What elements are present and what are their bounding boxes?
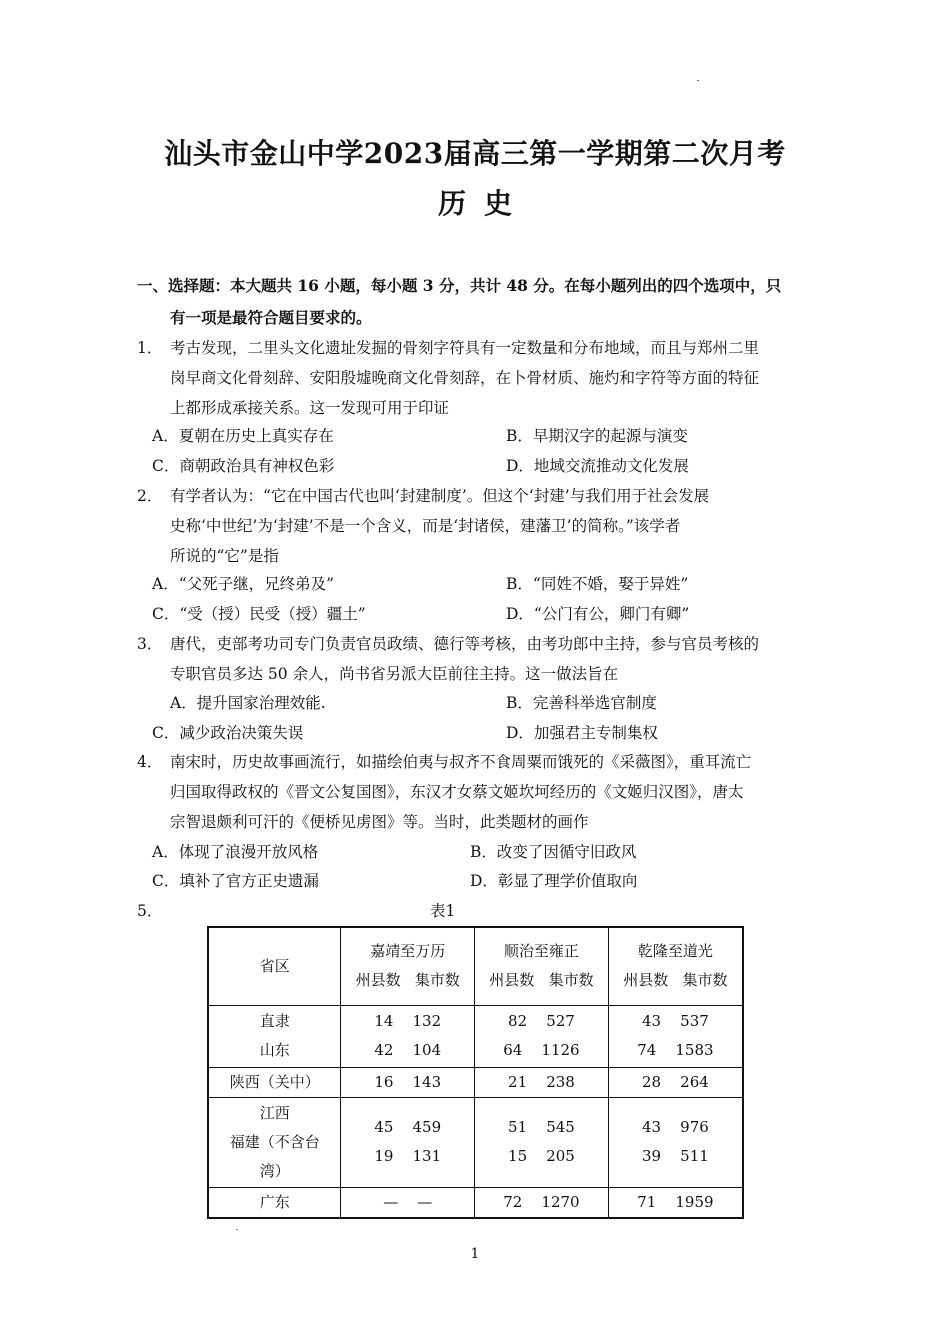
table-header-row xyxy=(208,927,743,1005)
question-number: 1． xyxy=(137,339,163,357)
option-a[interactable]: A．“父死子继，兄终弟及” xyxy=(152,575,335,593)
county-count: 64 xyxy=(503,1041,523,1059)
data-cell xyxy=(608,1067,743,1097)
county-count: 14 xyxy=(374,1012,394,1030)
subject-char: 历 xyxy=(437,187,466,220)
subheader-counties: 州县数 xyxy=(623,971,669,990)
province-cell xyxy=(208,1067,341,1097)
option-c[interactable]: C．商朝政治具有神权色彩 xyxy=(152,457,335,475)
question-stem: 归国取得政权的《晋文公复国图》，东汉才女蔡文姬坎坷经历的《文姬归汉图》，唐太 xyxy=(170,783,744,801)
question-stem: 史称‘中世纪’为‘封建’不是一个含义，而是‘封诸侯，建藩卫’的简称。”该学者 xyxy=(170,517,681,535)
county-count: 43 xyxy=(641,1118,662,1136)
market-count: 459 xyxy=(412,1118,442,1136)
market-count: — xyxy=(417,1192,433,1211)
header-period xyxy=(341,927,475,1005)
province-cell xyxy=(208,1187,341,1218)
option-d[interactable]: D．彰显了理学价值取向 xyxy=(470,872,638,890)
county-count: 74 xyxy=(637,1041,657,1059)
data-cell xyxy=(608,1097,743,1187)
table-row xyxy=(208,1067,743,1097)
market-count: 132 xyxy=(412,1012,442,1030)
option-b[interactable]: B．“同姓不婚，娶于异姓” xyxy=(506,575,689,593)
question-stem: 考古发现，二里头文化遗址发掘的骨刻字符具有一定数量和分布地域，而且与郑州二里 xyxy=(170,339,760,357)
question-stem: 专职官员多达 50 余人，尚书省另派大臣前往主持。这一做法旨在 xyxy=(170,665,619,683)
province-cell xyxy=(208,1097,341,1187)
scan-speck xyxy=(697,80,699,81)
section-heading: 一、选择题：本大题共 16 小题，每小题 3 分，共计 48 分。在每小题列出的四个选项中，只 xyxy=(137,276,782,295)
header-period xyxy=(608,927,743,1005)
option-d[interactable]: D．地域交流推动文化发展 xyxy=(506,457,689,475)
data-cell xyxy=(475,1187,609,1218)
market-count: 511 xyxy=(680,1147,709,1165)
question-stem: 岗早商文化骨刻辞、安阳殷墟晚商文化骨刻辞，在卜骨材质、施灼和字符等方面的特征 xyxy=(170,369,760,387)
exam-subject xyxy=(0,182,950,222)
market-count: 537 xyxy=(680,1012,709,1030)
option-d[interactable]: D．加强君主专制集权 xyxy=(506,724,658,742)
county-count: 15 xyxy=(508,1147,528,1165)
data-cell xyxy=(341,1005,475,1067)
period-label: 顺治至雍正 xyxy=(503,942,579,961)
province-name: 福建（不含台 xyxy=(229,1132,320,1151)
data-cell xyxy=(475,1005,609,1067)
county-count: 71 xyxy=(637,1192,657,1211)
header-period xyxy=(475,927,609,1005)
county-count: — xyxy=(383,1192,399,1211)
question-number: 4． xyxy=(137,753,163,771)
county-count: 39 xyxy=(641,1147,662,1165)
county-count: 28 xyxy=(641,1072,662,1091)
question-number: 3． xyxy=(137,635,163,653)
province-name: 直隶 xyxy=(259,1012,290,1030)
option-c[interactable]: C．“受（授）民受（授）疆土” xyxy=(152,605,366,623)
market-count: 131 xyxy=(412,1147,442,1165)
province-name: 陕西（关中） xyxy=(229,1072,320,1091)
page-number: 1 xyxy=(470,1246,480,1262)
question-stem: 上都形成承接关系。这一发现可用于印证 xyxy=(170,399,450,417)
subheader-markets: 集市数 xyxy=(414,971,460,990)
option-a[interactable]: A．体现了浪漫开放风格 xyxy=(152,843,319,861)
data-table xyxy=(207,926,744,1219)
market-count: 1583 xyxy=(675,1041,714,1059)
market-count: 1270 xyxy=(541,1192,580,1211)
county-count: 72 xyxy=(503,1192,523,1211)
market-count: 1126 xyxy=(541,1041,580,1059)
province-name: 江西 xyxy=(259,1103,290,1122)
question-stem: 所说的“它”是指 xyxy=(170,547,279,565)
county-count: 42 xyxy=(374,1041,394,1059)
question-number: 5． xyxy=(137,902,163,920)
subheader-counties: 州县数 xyxy=(489,971,535,990)
data-cell xyxy=(608,1187,743,1218)
data-cell xyxy=(475,1067,609,1097)
county-count: 45 xyxy=(374,1118,394,1136)
data-cell xyxy=(341,1067,475,1097)
province-cell xyxy=(208,1005,341,1067)
question-number: 2． xyxy=(137,487,163,505)
market-count: 976 xyxy=(680,1118,709,1136)
subheader-markets: 集市数 xyxy=(682,971,728,990)
exam-title: 汕头市金山中学2023届高三第一学期第二次月考 xyxy=(164,137,786,170)
province-name: 湾） xyxy=(259,1161,290,1180)
scan-speck xyxy=(236,1229,238,1230)
table-caption: 表1 xyxy=(430,902,456,920)
market-count: 205 xyxy=(546,1147,575,1165)
market-count: 104 xyxy=(412,1041,442,1059)
province-name: 广东 xyxy=(259,1192,290,1211)
table-row xyxy=(208,1005,743,1067)
option-a[interactable]: A．夏朝在历史上真实存在 xyxy=(152,427,334,445)
market-count: 264 xyxy=(680,1072,709,1091)
data-cell xyxy=(608,1005,743,1067)
data-cell xyxy=(341,1097,475,1187)
table-row xyxy=(208,1097,743,1187)
subheader-markets: 集市数 xyxy=(548,971,594,990)
period-label: 嘉靖至万历 xyxy=(370,942,446,961)
period-label: 乾隆至道光 xyxy=(637,942,713,961)
subject-char: 史 xyxy=(483,187,512,220)
question-stem: 唐代，吏部考功司专门负责官员政绩、德行等考核，由考功郎中主持，参与官员考核的 xyxy=(170,635,760,653)
market-count: 545 xyxy=(546,1118,575,1136)
header-province: 省区 xyxy=(208,927,341,1005)
option-b[interactable]: B．早期汉字的起源与演变 xyxy=(506,427,688,445)
data-cell xyxy=(475,1097,609,1187)
province-name: 山东 xyxy=(259,1041,290,1059)
question-stem: 宗智退颇利可汗的《便桥见虏图》等。当时，此类题材的画作 xyxy=(170,813,589,831)
section-heading-cont: 有一项是最符合题目要求的。 xyxy=(170,308,372,327)
subheader-counties: 州县数 xyxy=(355,971,401,990)
market-count: 143 xyxy=(412,1072,442,1091)
market-count: 1959 xyxy=(675,1192,714,1211)
county-count: 21 xyxy=(508,1072,528,1091)
county-count: 82 xyxy=(508,1012,528,1030)
county-count: 51 xyxy=(508,1118,528,1136)
county-count: 43 xyxy=(641,1012,662,1030)
data-cell xyxy=(341,1187,475,1218)
table-row xyxy=(208,1187,743,1218)
market-count: 527 xyxy=(546,1012,575,1030)
question-stem: 有学者认为：“它在中国古代也叫‘封建制度’。但这个‘封建’与我们用于社会发展 xyxy=(170,487,710,505)
market-count: 238 xyxy=(546,1072,575,1091)
option-a[interactable]: A．提升国家治理效能. xyxy=(170,694,326,712)
option-d[interactable]: D．“公门有公，卿门有卿” xyxy=(506,605,690,623)
county-count: 19 xyxy=(374,1147,394,1165)
option-b[interactable]: B．完善科举选官制度 xyxy=(506,694,657,712)
question-stem: 南宋时，历史故事画流行，如描绘伯夷与叔齐不食周粟而饿死的《采薇图》，重耳流亡 xyxy=(170,753,752,771)
county-count: 16 xyxy=(374,1072,394,1091)
option-c[interactable]: C．填补了官方正史遗漏 xyxy=(152,872,319,890)
option-b[interactable]: B．改变了因循守旧政风 xyxy=(470,843,637,861)
option-c[interactable]: C．减少政治决策失误 xyxy=(152,724,304,742)
